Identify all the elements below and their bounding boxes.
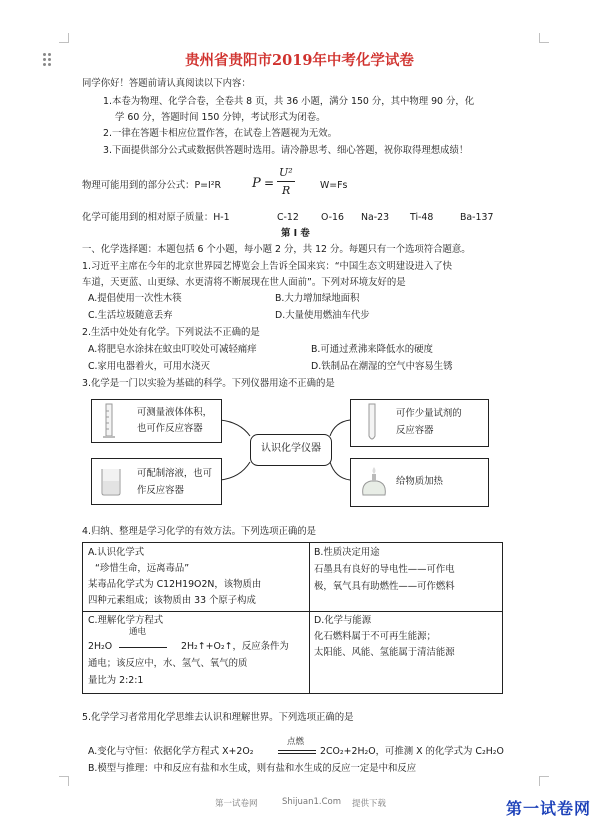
brand-logo: 第一试卷网 (505, 799, 591, 818)
atomic-mass-item: Ba-137 (460, 212, 494, 223)
reaction-arrow-line (278, 753, 316, 754)
notice-item: 学 60 分，答题时间 150 分钟，考试形式为闭卷。 (115, 112, 326, 123)
notice-item: 2.一律在答题卡相应位置作答，在试卷上答题视为无效。 (103, 128, 337, 139)
option-a-text: 四种元素组成；该物质由 33 个原子构成 (88, 595, 256, 606)
option-c-text: 通电；该反应中，水、氢气、氧气的质 (88, 658, 248, 669)
option-d-text: 太阳能、风能、氢能属于清洁能源 (314, 647, 455, 658)
question-1-option-d: D.大量使用燃油车代步 (275, 310, 370, 321)
question-1-option-c: C.生活垃圾随意丢弃 (88, 310, 173, 321)
option-b-text: 石墨具有良好的导电性——可作电 (314, 564, 455, 575)
part-heading: 一、化学选择题：本题包括 6 个小题，每小题 2 分，共 12 分。每题只有一个选项符合题意。 (82, 244, 471, 255)
table-divider (83, 611, 502, 612)
option-a-text: 某毒品化学式为 C12H19O2N，该物质由 (88, 579, 262, 590)
atomic-mass-item: Na-23 (361, 212, 390, 223)
connector-line (330, 462, 350, 480)
formula-denominator: R (282, 184, 291, 197)
instrument-box-beaker (91, 458, 222, 505)
question-4-stem: 4.归纳、整理是学习化学的有效方法。下列选项正确的是 (82, 526, 316, 537)
instrument-desc: 可测量液体体积， (137, 407, 213, 418)
alcohol-lamp-icon (357, 465, 391, 499)
connector-line (220, 462, 250, 480)
footer-site-url[interactable]: Shijuan1.Com (282, 797, 342, 807)
instrument-box-alcohol-lamp (350, 458, 489, 507)
connector-line (330, 420, 350, 436)
instrument-box-test-tube (350, 399, 489, 447)
question-5-option-b: B.模型与推理：中和反应有盐和水生成，则有盐和水生成的反应一定是中和反应 (88, 763, 417, 774)
physics-formula-label: 物理可能用到的部分公式：P=I²R (82, 180, 222, 191)
diagram-center-label: 认识化学仪器 (250, 434, 332, 466)
option-a-text: “珍惜生命，远离毒品” (95, 563, 190, 574)
graduated-cylinder-icon (102, 403, 116, 439)
question-5-option-a: 2CO₂+2H₂O，可推测 X 的化学式为 C₂H₂O (320, 746, 504, 757)
beaker-icon (98, 467, 124, 497)
formula-p: P (252, 176, 261, 191)
instrument-desc: 给物质加热 (396, 476, 443, 487)
option-c-text: 量比为 2:2:1 (88, 675, 144, 686)
instrument-desc: 反应容器 (396, 425, 434, 436)
instrument-desc: 可配制溶液，也可 (137, 468, 213, 479)
question-1-option-a: A.提倡使用一次性木筷 (88, 293, 182, 304)
formula-eq: = (264, 176, 275, 190)
question-5-stem: 5.化学学习者常用化学思维去认识和理解世界。下列选项正确的是 (82, 712, 354, 723)
option-a-heading: A.认识化学式 (88, 547, 145, 558)
reaction-condition: 通电 (129, 627, 147, 637)
option-d-heading: D.化学与能源 (314, 615, 372, 626)
reaction-condition: 点燃 (287, 737, 305, 747)
reaction-arrow-line (119, 647, 167, 648)
page-title: 贵州省贵阳市2019年中考化学试卷 (185, 52, 414, 69)
question-2-option-c: C.家用电器着火，可用水浇灭 (88, 361, 211, 372)
atomic-mass-item: O-16 (321, 212, 344, 223)
option-d-text: 化石燃料属于不可再生能源； (314, 631, 436, 642)
test-tube-icon (365, 403, 379, 443)
formula-work: W=Fs (320, 180, 348, 191)
table-divider (309, 543, 310, 693)
question-1-stem: 车道，天更蓝、山更绿、水更清将不断展现在世人面前”。下列对环境友好的是 (82, 277, 406, 288)
question-2-option-d: D.铁制品在潮湿的空气中容易生锈 (311, 361, 453, 372)
instrument-box-cylinder (91, 399, 222, 443)
footer-site-name: 第一试卷网 (215, 799, 258, 809)
notice-item: 3.下面提供部分公式或数据供答题时选用。请冷静思考、细心答题，祝你取得理想成绩！ (103, 145, 469, 156)
question-1-stem: 1.习近平主席在今年的北京世界园艺博览会上告诉全国来宾：“中国生态文明建设进入了快 (82, 261, 453, 272)
footer-download-text: 提供下载 (352, 799, 387, 809)
option-b-heading: B.性质决定用途 (314, 547, 380, 558)
atomic-mass-label: 化学可能用到的相对原子质量：H-1 (82, 212, 230, 223)
instrument-desc: 可作少量试剂的 (396, 408, 462, 419)
connector-line (220, 420, 250, 436)
instrument-desc: 也可作反应容器 (137, 423, 203, 434)
formula-numerator: U² (279, 166, 293, 179)
question-1-option-b: B.大力增加绿地面积 (275, 293, 360, 304)
section-heading: 第 I 卷 (281, 228, 310, 239)
atomic-mass-item: Ti-48 (410, 212, 434, 223)
atomic-mass-item: C-12 (277, 212, 299, 223)
option-c-heading: C.理解化学方程式 (88, 615, 164, 626)
question-2-option-b: B.可通过煮沸来降低水的硬度 (311, 344, 433, 355)
question-2-stem: 2.生活中处处有化学。下列说法不正确的是 (82, 327, 260, 338)
reaction-product: 2H₂↑+O₂↑，反应条件为 (181, 641, 289, 652)
instrument-desc: 作反应容器 (137, 485, 184, 496)
reaction-reactant: 2H₂O (88, 641, 113, 652)
reaction-arrow-line (278, 750, 316, 751)
notice-item: 1.本卷为物理、化学合卷，全卷共 8 页，共 36 小题，满分 150 分，其中物理 90 分，化 (103, 96, 475, 107)
option-b-text: 极，氧气具有助燃性——可作燃料 (314, 581, 455, 592)
question-3-stem: 3.化学是一门以实验为基础的科学。下列仪器用途不正确的是 (82, 378, 335, 389)
question-4-table (82, 542, 503, 694)
question-2-option-a: A.将肥皂水涂抹在蚊虫叮咬处可减轻痛痒 (88, 344, 257, 355)
notice-greeting: 同学你好！答题前请认真阅读以下内容： (82, 78, 251, 89)
question-5-option-a: A.变化与守恒：依据化学方程式 X+2O₂ (88, 746, 254, 757)
